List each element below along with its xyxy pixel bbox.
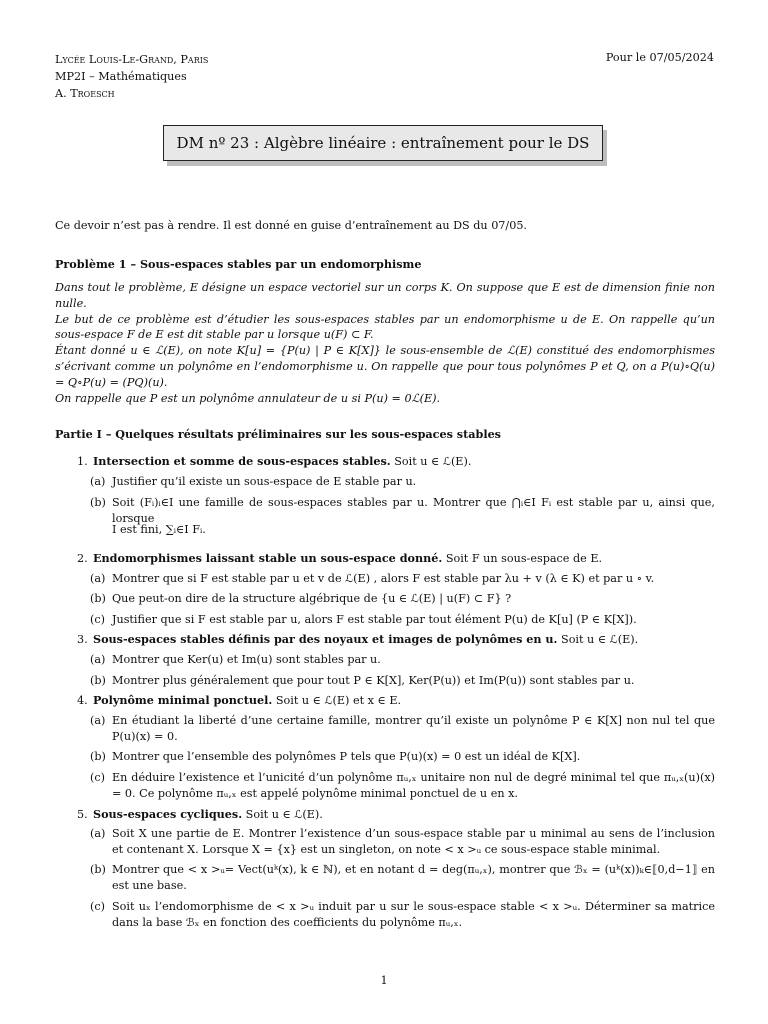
question-3b: (b) Montrer plus généralement que pour tout P ∈ K[X], Ker(P(u)) et Im(P(u)) sont stables par u. bbox=[90, 674, 635, 687]
question-4b: (b) Montrer que l’ensemble des polynômes P tels que P(u)(x) = 0 est un idéal de K[X]. bbox=[90, 750, 581, 763]
question-2: 2. Endomorphismes laissant stable un sous-espace donné. Soit F un sous-espace de E. bbox=[77, 551, 603, 565]
title-box bbox=[163, 125, 603, 161]
problem-title: Problème 1 – Sous-espaces stables par un endomorphisme bbox=[55, 257, 422, 271]
problem-paragraph: On rappelle que P est un polynôme annulateur de u si P(u) = 0ℒ(E). bbox=[55, 391, 441, 405]
question-1: 1. Intersection et somme de sous-espaces stables. Soit u ∈ ℒ(E). bbox=[77, 454, 472, 468]
question-2b: (b) Que peut-on dire de la structure algébrique de {u ∈ ℒ(E) | u(F) ⊂ F} ? bbox=[90, 592, 512, 605]
question-1b-cont: I est fini, ∑ᵢ∈I Fᵢ. bbox=[112, 523, 206, 536]
school-name: Lycée Louis-Le-Grand, Paris bbox=[55, 53, 209, 66]
problem-statement bbox=[55, 280, 715, 406]
question-4: 4. Polynôme minimal ponctuel. Soit u ∈ ℒ(E) et x ∈ E. bbox=[77, 693, 402, 707]
page-number: 1 bbox=[380, 974, 388, 987]
question-4c: (c) En déduire l’existence et l’unicité d’un polynôme πᵤ,ₓ unitaire non nul de degré minimal tel que πᵤ,ₓ(u)(x) = 0. Ce polynôme πᵤ,ₓ est appelé polynôme minimal ponctuel de u en x. bbox=[90, 771, 715, 800]
question-title: Sous-espaces stables définis par des noyaux et images de polynômes en u. bbox=[93, 632, 558, 646]
question-2c: (c) Justifier que si F est stable par u, alors F est stable par tout élément P(u) de K[u] (P ∈ K[X]). bbox=[90, 613, 637, 626]
question-3: 3. Sous-espaces stables définis par des noyaux et images de polynômes en u. Soit u ∈ ℒ(E). bbox=[77, 632, 639, 646]
class-name: MP2I – Mathématiques bbox=[55, 70, 187, 83]
question-1a: (a) Justifier qu’il existe un sous-espace de E stable par u. bbox=[90, 475, 417, 488]
question-title: Intersection et somme de sous-espaces stables. bbox=[93, 454, 391, 468]
part-title: Partie I – Quelques résultats préliminaires sur les sous-espaces stables bbox=[55, 427, 501, 441]
question-title: Polynôme minimal ponctuel. bbox=[93, 693, 273, 707]
question-1b: (b) Soit (Fᵢ)ᵢ∈I une famille de sous-espaces stables par u. Montrer que ⋂ᵢ∈I Fᵢ est stable par u, ainsi que, lorsque bbox=[90, 496, 715, 525]
teacher-name: A. Troesch bbox=[55, 87, 115, 100]
header-left bbox=[55, 51, 208, 102]
due-date: Pour le 07/05/2024 bbox=[605, 51, 714, 64]
question-2a: (a) Montrer que si F est stable par u et v de ℒ(E) , alors F est stable par λu + v (λ ∈ K) et par u ∘ v. bbox=[90, 572, 655, 585]
question-title: Endomorphismes laissant stable un sous-espace donné. bbox=[93, 551, 443, 565]
question-3a: (a) Montrer que Ker(u) et Im(u) sont stables par u. bbox=[90, 653, 381, 666]
question-title: Sous-espaces cycliques. bbox=[93, 807, 243, 821]
problem-paragraph: Le but de ce problème est d’étudier les sous-espaces stables par un endomorphisme u de E. On rappelle qu’un sous-espace F de E est dit stable par u lorsque u(F) ⊂ F. bbox=[55, 312, 715, 342]
problem-paragraph: Étant donné u ∈ ℒ(E), on note K[u] = {P(u) | P ∈ K[X]} le sous-ensemble de ℒ(E) constitué des endomorphismes s’écrivant comme un polynôme en l’endomorphisme u. On rappelle que pour tous polynômes P et Q, on a P(u)∘Q(u) = Q∘P(u) = (PQ)(u). bbox=[55, 344, 715, 389]
question-5a: (a) Soit X une partie de E. Montrer l’existence d’un sous-espace stable par u minimal au sens de l’inclusion et contenant X. Lorsque X = {x} est un singleton, on note < x >ᵤ ce sous-espace stable minimal. bbox=[90, 827, 715, 856]
question-5b: (b) Montrer que < x >ᵤ= Vect(uᵏ(x), k ∈ ℕ), et en notant d = deg(πᵤ,ₓ), montrer que ℬₓ = (uᵏ(x))ₖ∈⟦0,d−1⟧ en est une base. bbox=[90, 863, 715, 892]
question-5c: (c) Soit uₓ l’endomorphisme de < x >ᵤ induit par u sur le sous-espace stable < x >ᵤ. Déterminer sa matrice dans la base ℬₓ en fonction des coefficients du polynôme πᵤ,ₓ. bbox=[90, 900, 715, 929]
question-4a: (a) En étudiant la liberté d’une certaine famille, montrer qu’il existe un polynôme P ∈ K[X] non nul tel que P(u)(x) = 0. bbox=[90, 714, 715, 743]
page-title: DM nº 23 : Algèbre linéaire : entraînement pour le DS bbox=[176, 134, 590, 152]
problem-paragraph: Dans tout le problème, E désigne un espace vectoriel sur un corps K. On suppose que E est de dimension finie non nulle. bbox=[55, 281, 715, 310]
question-5: 5. Sous-espaces cycliques. Soit u ∈ ℒ(E). bbox=[77, 807, 323, 821]
intro-text: Ce devoir n’est pas à rendre. Il est donné en guise d’entraînement au DS du 07/05. bbox=[55, 219, 527, 232]
